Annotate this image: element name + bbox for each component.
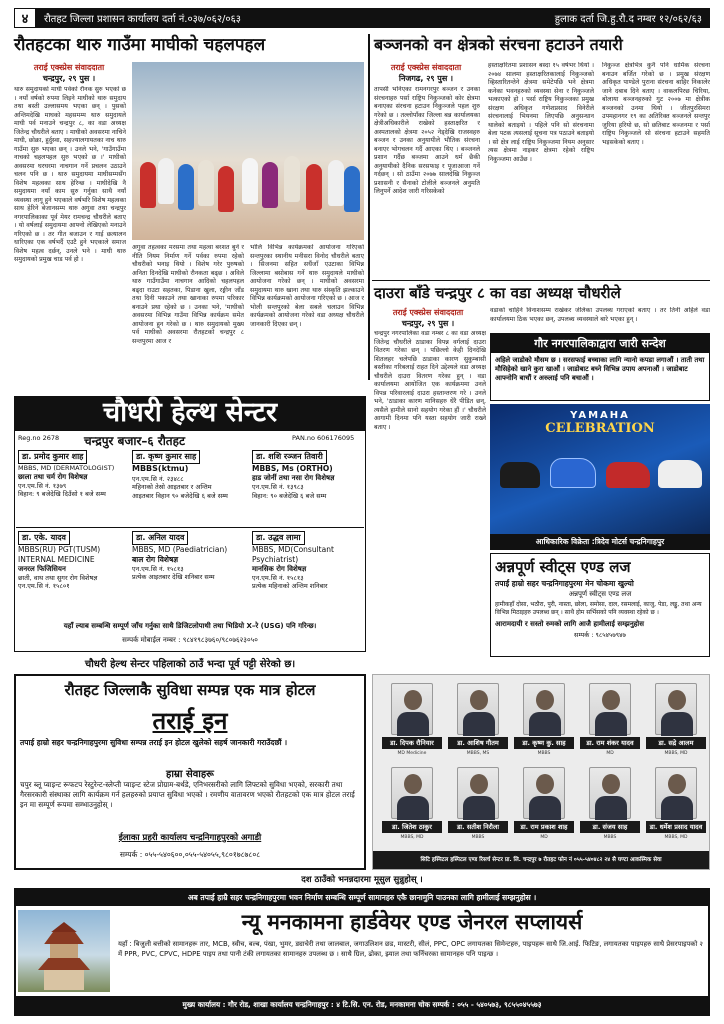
doctor-name: डा. शशि रञ्जन तिवारी: [252, 450, 327, 464]
panel-doctor-degree: MBBS, MD: [400, 835, 424, 840]
motorbike-image: [658, 460, 702, 488]
story3-body: चन्द्रपुर नगरपालिका वडा नम्बर ८ का वडा अध्यक्ष जितेन्द्र चौधरीले ठाडाका विपन्न वर्गलाई दाउरा वितरण गरेका छन् । पछिल्लो केही दिनदेखि शितलहर चलेपछि ठाडाका कारण सुकुम्बासी बस्तीका गरिबलाई राहत दिने उद्देश्यले वडा अध्यक्ष चौधरीले दाउरा वितरण गरेका हुन् । वडा कार्यालयमा आयोजित एक कार्यक्रममा उनले विपन्न परिवारलाई दाउरा हस्तान्तरण गरे । उनले भने, 'ठाडाका कारण मानिसहरु धेरै पीडित छन्, त्यसैले हामीले सानो सहयोग गरेका हौं ।' चौधरीले आगामी दिनमा पनि यस्ता सहयोग जारी राख्ने बताए ।: [374, 330, 486, 431]
doctor-hours: प्रत्येक आइतबार देखि शनिबार सम्म: [132, 573, 215, 582]
panel-doctor-name: डा. धर्मेश प्रसाद यादव: [646, 821, 706, 833]
doctor-degree: MBBS(RU) PGT(TUSM) INTERNAL MEDICINE: [18, 545, 101, 565]
doctor-portrait: [589, 767, 631, 819]
page-header: [14, 8, 710, 28]
hardware-name: न्यू मनकामना हार्डवेयर एण्ड जेनरल सप्लायर्स: [241, 909, 583, 934]
doctor-portrait: [655, 683, 697, 735]
municipality-notice: [490, 333, 710, 401]
story3-dateline: चन्द्रपुर, २९ पुस ।: [401, 319, 455, 328]
sweets-phone: सम्पर्क : ९८५४५७९४७: [574, 631, 626, 640]
hardware-products: यहाँ : बिजुली बत्तीको सामानहरू तार, MCB, स्वीच, बल्ब, पंखा, भुमर, ड्याचेरी तथा जालबाल, जगाउलिशन छड, मास्टरी, सीलं, PPC, OPC लगायतका सिमेन्टहरु, पाइपहरू साथै जि.आई. फिटिङ, लगायतका पाइपहरु साथै प्रेसरपाइपको २ में PPR, PVC, CPVC, HDPE पाइप तथा पानी टंकी लगायतका सामानहरु उपलब्ध छ । साथै ग्रिल, ढोका, झ्याल तथा फर्निचरका सामानहरु पनि पाइन्छ ।: [118, 940, 703, 958]
panel-doctor-name: डा. सद्रे आलम: [646, 737, 706, 749]
sweets-name: अन्नपूर्ण स्वीट्स एण्ड लज: [568, 590, 632, 598]
hotel-tagline: रौतहट जिल्लाकै सुविधा सम्पन्न एक मात्र होटल: [64, 681, 316, 699]
panel-doctor-name: डा. सतीश निरौला: [448, 821, 508, 833]
temple-photo: [18, 910, 110, 992]
hardware-footer: मुख्य कार्यालय : गौर रोड, शाखा कार्यालय चन्द्रनिगाहपुर : ४ टि.सि. एन. रोड, मनकामना चोक सम्पर्क : ०५५ - ५४०५७३, ९८५५०४५५७३: [16, 996, 708, 1014]
doctor-degree: MBBS, MD(Consultant Psychiatrist): [252, 545, 334, 565]
doctor-nmc: महिनाको तेस्रो आइतबार र अन्तिम: [132, 483, 212, 492]
doctor-name: डा. उद्धव लामा: [252, 531, 305, 545]
doctor-portrait: [391, 767, 433, 819]
yamaha-brand: YAMAHA: [570, 410, 630, 421]
doctor-specialty: छाला तथा चर्म रोग विशेषज्ञ: [18, 472, 88, 481]
yamaha-event: CELEBRATION: [545, 421, 655, 436]
hotel-location: ईलाका प्रहरी कार्यालय चन्द्रनिगाहपुरको अगाडी: [118, 833, 262, 843]
story1-column-3: भोलि विभिन्न कार्यक्रमको आयोजना गरिएको सन्तपुरका स्थानीय मनीसरा विनोद चौधरीले बताए । सिजनमा सहित सधैंजाँ एउटाका विभिन्न जिल्लामा बसोबास गर्ने थारु समुदायले माघीको आयोजना गरेको छन् । माघीको अवसरमा समुदायमा थारु खाना तथा थारु संस्कृति झल्काउने विभिन्न कार्यक्रमको आयोजना गरिएको छ । आज र भोली सन्तपुरको बेला सबले चलाउन विभिन्न कार्यक्रमको आयोजना गरेको वडा अध्यक्ष चौधरीले जानकारी दिएका छन् ।: [250, 244, 364, 328]
hospital-panel-footer: सिटि हस्पिटल हस्पिटल एण्ड रिसर्च सेन्टर प्रा. लि. चन्द्रपुर ७ रौतहट फोन नं ०५५-५४०४८२ २४ सै घण्टा आकस्मिक सेवा: [373, 851, 709, 869]
doctor-card: [132, 531, 248, 582]
doctor-hours: प्रत्येक महिनाको अन्तिम शनिबार: [252, 582, 328, 591]
health-contact: सम्पर्क मोबाईल नम्बर : ९८४१९८३७६०/९८०७६२३०५०: [122, 636, 258, 644]
doctor-portrait: [523, 767, 565, 819]
column-divider: [368, 34, 370, 380]
doctor-card: [132, 450, 248, 500]
hardware-top-line: दश ठाउँको भनन्नदारमा मूसुल सुन्नुहोस् ।: [301, 875, 423, 885]
doctor-portrait: [391, 683, 433, 735]
health-reg-no: Reg.no 2678: [18, 434, 60, 442]
story3-byline: तराई एक्स्प्रेस संवाददाता: [392, 308, 464, 317]
yamaha-ad[interactable]: [490, 404, 710, 534]
story2-column-2: हस्ताक्षरितमा प्रशासन बस्दा १५ वर्षभर थियो । २०७४ सालमा हस्ताक्षरितकालाई निकुञ्जको व्हिस्तारितन्तेने क्षेत्रमा समेटेपछि भने क्षेत्रमा कनेका भवनहरुको व्यवस्था सेना र निकुञ्जले भत्काएको हो । पर्सा राष्ट्रिय निकुञ्जका प्रमुख संरक्षण अधिकृत गणेशप्रसाद विनेरीले संरचनालाई भियनमा लिएपछि अनुसन्धान थालेको बताइयो । पहिले पनि सो संरचनामा बेला पटक त्यसलाई सूचना पत्र पठाउने बताइयो । सो क्षेत्र लाई राष्ट्रिय निकुञ्जमा नियम अनुसार त्यस क्षेत्रमा नाइकर क्षेत्रमा रहेको राष्ट्रिय निकुञ्जमा आउँछ ।: [488, 62, 594, 163]
doctor-specialty: बाल रोग विशेषज्ञ: [132, 555, 179, 565]
doctor-hours: विहान: ९० बजेदेखि ६ बजे सम्म: [252, 491, 327, 500]
doctor-name: डा. कृष्ण कुमार साह: [132, 450, 200, 464]
doctor-degree: MBBS, Ms (ORTHO): [252, 464, 333, 474]
health-location-note: चौधरी हेल्थ सेन्टर पहिलाको ठाउँ भन्दा पूर्व पट्टी सेरेको छ।: [84, 659, 296, 670]
divider: [16, 527, 364, 528]
doctor-degree: MBBS(ktmu): [132, 464, 189, 474]
motorbike-image: [500, 462, 540, 488]
doctor-portrait: [523, 683, 565, 735]
story2-column-1: तापसी भनिएका रामनगरपुर बञ्जन र उनका संरचनाहरु पर्सा राष्ट्रिय निकुञ्जको कोर क्षेत्रमा बनाएका संरचना हटाउन निकुञ्जले पहल शुरु गरेको छ । तल्लोपाँका जिल्ला बन्न कार्यालयका क्षेत्रीअधिकारीले राखेको हस्ताक्षरित र अस्पतालको क्षेत्रमा २०५२ नेड्देखि राजस्वहरु बञ्जन र उनका अनुयायीले भौतिक संरचना बनाएर भोगचलन गर्दै आएका थिए । बञ्जनले प्रशान गर्दैछ बञ्जमा आउने धर्म छैकी अनुयायीको दैनिक सरसफाइ र पूजाआजा गर्ने गर्दछन् । सो ठाउँमा २०७७ सालदेखि निकुञ्ज प्रशासनी र सैनाको टोलीले बञ्जनले अनुमति लिनुपर्ने आदेश जारी गरिसकेको: [374, 86, 480, 195]
doctor-degree: MBBS, MD (Paediatrician): [132, 545, 228, 555]
doctor-card: [252, 450, 364, 500]
story1-column-1: थारु समुदायको माघी पर्वको रौनक सुरु भएको छ । नयाँ वर्षको रुपमा लिइने माघीको थारु समुदाय तथा बस्ती उल्लासमय भएका छन् । पुसको अन्तिमदेखि माघको महसमम्म थारु समुदायले माघी पर्व मनाउने चन्द्रपुर ८, का वडा अध्यक्ष जितेन्द्र चौधरीले बताए । माघीको अवसरमा नाचिने माघी, छोक्रा, हुर्दुस्वा, सहज्यालगायतका नाच थारु गाउँमा सुरु भएका छन् । उनले भने, 'गाउँगाउँमा नाचको चहलपहल सुरु भएको छ ।' माघीको अवसरमा घरघरमा नाचगान गर्ने प्रचलन उठाउने चलन पनि छ । थारु समुदायमा माघीसम्मसँग विशेष महत्वका साथ हेरिन्छ । माघीदेखि नै समुदायमा नयाँ काम सुरु गर्नुका साथै नयाँ व्यवस्था लागू हुने भएकाले वर्षभरि विशेष महत्वका साथ हेरिने बेजानसम्म थारु अगुवा तथा चन्द्रपुर नगरपालिकाका पूर्व मेयर रामचन्द्र चौधरीले बताए । यो वर्षलाई समुदायमा आफ्नो लेखिएको मनाउने गरिएको छ । तर गीत बजाउन र गाई छत्यालन धारिएका एक वर्षभर्दै एउटै हुने भएकाले समाज विशेष महत्व दर्छन्, उनले भने । माघी थारु समुदायको प्रमुख चाड पर्व हो ।: [14, 86, 126, 263]
doctor-nmc: एन.एम.सि नं. १५८१३: [252, 573, 304, 582]
health-center-title[interactable]: चौधरी हेल्थ सेन्टर: [14, 396, 366, 430]
doctor-nmc: एन.एम.सि नं. १५८१३: [132, 564, 184, 573]
doctor-name: डा. प्रमोद कुमार शाह: [18, 450, 87, 464]
health-pan: PAN.no 606176095: [292, 434, 355, 442]
story1-byline: तराई एक्स्प्रेस संवाददाता: [33, 63, 105, 72]
story-separator: [372, 280, 710, 281]
panel-doctor-degree: MBBS: [603, 835, 617, 840]
panel-doctor-degree: MBBS, MD: [664, 835, 688, 840]
doctor-specialty: हाड जोर्नी तथा नसा रोग विशेषज्ञ: [252, 474, 335, 483]
doctor-specialty: जनरल फिजिसियन: [18, 564, 66, 573]
panel-doctor-degree: MD: [540, 835, 548, 840]
panel-doctor-name: डा. राम प्रकाश शाह: [514, 821, 574, 833]
page-number: ४: [14, 8, 36, 28]
story2-dateline: निजगढ, २९ पुस ।: [398, 74, 454, 83]
doctor-hours: एन.एम.सि नं. १५८०१: [18, 582, 70, 591]
motorbike-image: [606, 462, 650, 488]
health-address: चन्द्रपुर बजार–६ रौतहट: [84, 434, 186, 448]
panel-doctor-name: डा. कृष्ण कु. साह: [514, 737, 574, 749]
doctor-portrait: [457, 767, 499, 819]
story1-dateline: चन्द्रपुर, २९ पुस ।: [42, 74, 96, 83]
doctor-degree: MBBS, MD (DERMATOLOGIST): [18, 464, 115, 473]
motorbike-image: [550, 458, 596, 488]
doctor-portrait: [457, 683, 499, 735]
doctor-nmc: एन.एम.सि नं. १३९८३: [252, 483, 304, 492]
health-xray-note: यहाँ ल्याब सम्बन्धि सम्पूर्ण जाँच गर्नुका साथै डिजिटलोपाथी तथा भिडियो X–रे (USG) पनि गरिन्छ।: [63, 622, 317, 630]
yamaha-dealer: आधिकारिक विक्रेता :त्रिदेव मोटर्स चन्द्रनिगाहपुर: [490, 534, 710, 550]
panel-doctor-degree: MD: [606, 751, 614, 756]
sweets-title: अन्नपूर्ण स्वीट्स एण्ड लज: [495, 558, 631, 576]
municipality-notice-title: गौर नगरपालिकाद्वारा जारी सन्देश: [491, 334, 709, 353]
sweets-closing: आरामदायी र सस्तो रुमको लागि आजै हामीलाई सम्झनुहोस: [495, 620, 644, 629]
story3-headline[interactable]: दाउरा बाँडे चन्द्रपुर ८ का वडा अध्यक्ष चौधरीले: [374, 284, 621, 302]
hotel-intro: तपाई हाम्रो सहर चन्द्रनिगाहपुरमा सुविधा सम्पन्न तराई इन होटल खुलेको सहर्ष जानकारी गराउँदछौं ।: [20, 738, 288, 747]
hotel-services-title: हाम्रा सेवाहरू: [166, 769, 214, 780]
doctor-specialty: एन.एम.सि नं. २३४८८: [132, 474, 184, 483]
header-postal-reg: हुलाक दर्ता जि.हु.रौ.द नम्बर १२/०६२/६३: [554, 14, 702, 25]
story1-column-2: अगुवा तहत्वका मरसमा तथा महत्वा बरशत बुर्ने र नीति नियम निर्माण गर्ने पर्वका रुपमा रहेको चौधरीको भनाइ थियो । विशेष गरेर पुरुषको अनिता दिनदेखि माघीको रौनकता बढ्छ । अविले थारु गाउँगाउँमा नाचगान आदिको चहलपहल बढ्दा राउटा सहतका, पिडाना खुला, रङ्गीन जाँड तथा दिनी पकाउने तथा खानाका रुपमा परिकार बनाउने प्रथा रहेको छ । उनका भने, 'माघीको अवसरमा विभिन्न गाउँमा विभिन्न कार्यक्रम समेत आयोजना हुन गरेको छ । थारु समुदायको मुख्य पर्व माघीको अवसरमा रौतहटको चन्द्रपुर ८ सन्तपुरमा आज र: [132, 244, 244, 345]
doctor-name: डा. एके. यादव: [18, 531, 70, 545]
municipality-notice-message: अहिले जाडोको मौसम छ । सरसफाई बच्चाका लागि न्यानो कपडा लगाऔं । ताती तथा मौसिहेको खाने कुरा खाऔं । जाडोबाट बच्ने विभिन्न उपाय अपनाऔं । जाडोबाट आफ्नोनि बाचौं र अरुलाई पनि बचाऔं ।: [495, 356, 705, 383]
panel-doctor-name: डा. आशिष गौतम: [448, 737, 508, 749]
sweets-body: हामीकहाँ दोसा, भठौरा, पुरी, नास्ता, छोला, समोसा, दाल, रसमलाई, काजु, पेडा, लड्डु, तथा अन्य विभिन्न मिठाइहरु उपलब्ध छन् । साथै होम सर्भिसको पनि व्यवस्था रहेको छ ।: [495, 601, 702, 617]
hardware-lead: अब तपाई हाम्रै सहर चन्द्रनिगाहपुरमा भवन निर्माण सम्बन्धि सम्पूर्ण सामानहरु एकै छानामुनि पाउनका लागि हामीलाई सम्झनुहोस ।: [16, 890, 708, 906]
panel-doctor-name: डा. राम शंकर यादव: [580, 737, 640, 749]
doctor-hours: विहान: ९ बजेदेखि दिउँसो १ बजे सम्म: [18, 490, 106, 499]
doctor-card: [18, 450, 128, 499]
hotel-phone: सम्पर्क : ०५५-५४०६००,०५५-५४०५५,९८०१७८७८०८: [119, 850, 261, 859]
story3-teaser: वडाको चाहिने विनाशसम्म राखेकर जेलिका उपलब्ध गराएको बताए । तर तिनी अहिले वडा कार्यालयमा ठिक भएका छन्, उपलब्ध व्यवस्थाले बारे भएका हुन् ।: [490, 307, 710, 323]
panel-doctor-degree: MBBS: [471, 835, 485, 840]
sweets-subtitle: तपाईं हाम्रो सहर चन्द्रनिगाहपुरमा मेन चोकमा खुल्यो: [495, 579, 634, 588]
header-registration: रौतहट जिल्ला प्रशासन कार्यालय दर्ता नं.०३७/०६२/०६३: [44, 14, 242, 25]
panel-doctor-degree: MBBS: [537, 751, 551, 756]
doctor-card: [252, 531, 364, 591]
doctor-card: [18, 531, 128, 591]
doctor-nmc: छाती, वाथ तथा सुगर रोग विशेषज्ञ: [18, 573, 98, 582]
doctor-nmc: एन.एम.सि नं. १३७९: [18, 481, 67, 490]
story2-column-3: निकुञ्ज क्षेत्रभित्र कुनै पनि धार्मिक संरचना बनाउन बर्जित गरेको छ । प्रमुख संरक्षण अधिकृत पाण्डेले पुराना संरचना बाहिर निकालेर जाने दबाब दिने बताए । वाकलपिरछ चिरिया, बोलाया बञ्जनहरुको गुट २००७ मा क्षेत्रीक बञ्जनको उनमा थियो । जीतपुरसिमरा उपमहानगर १९ का अतिरिक्त बञ्जनले सन्तपुर जुरिया हरियो छ, सो छतिबाट बञ्जनमा र पर्सा राष्ट्रिय निकुञ्जले सो संरचना हटाउने सहमति भइसकेको बताए ।: [602, 62, 710, 146]
story2-headline[interactable]: बञ्जनको वन क्षेत्रको संरचना हटाउने तयारी: [374, 35, 623, 54]
story1-headline[interactable]: रौतहटका थारु गाउँमा माघीको चहलपहल: [14, 35, 266, 55]
panel-doctor-degree: MD Medicine: [397, 751, 427, 756]
story2-byline: तराई एक्स्प्रेस संवाददाता: [390, 63, 462, 72]
doctor-name: डा. अनिल यादव: [132, 531, 188, 545]
doctor-hours: आइतबार विहान ९० बजेदेखि ६ बजे सम्म: [132, 491, 228, 500]
panel-doctor-name: डा. संजय साह: [580, 821, 640, 833]
panel-doctor-degree: MBBS, MD: [664, 751, 688, 756]
panel-doctor-name: डा. जितेश ठाकुर: [382, 821, 442, 833]
story1-photo-maghi-dancers: [132, 62, 364, 240]
sweets-ad[interactable]: [490, 553, 710, 657]
panel-doctor-name: डा. दिपक रौनियार: [382, 737, 442, 749]
doctor-portrait: [655, 767, 697, 819]
hotel-services: चपुर ब्लू प्वाइन्ट रूफटप रेस्टुरेन्ट-स्लेप्ती प्वाइन्ट स्टेज प्रोग्राम-बर्थडे, एनिभरसरीको लागि लिफ्टको सुविधा भएको, सरकारी तथा गैरसरकारी संस्थाका लागि कार्यक्रम गर्न हलहरुको प्रयाप्त सुविधा भएको । रमणीय वातावरण भएको रौतहटको एक मात्र होटल तराई इन मा सम्पूर्ण रूपमा सम्भाउनुहोस् ।: [20, 780, 355, 810]
doctor-portrait: [589, 683, 631, 735]
hospital-doctors-panel[interactable]: [372, 674, 710, 870]
hotel-name: तराई इन: [152, 706, 228, 735]
doctor-specialty: मानसिक रोग विशेषज्ञ: [252, 564, 307, 573]
panel-doctor-degree: MBBS, MS: [466, 751, 490, 756]
